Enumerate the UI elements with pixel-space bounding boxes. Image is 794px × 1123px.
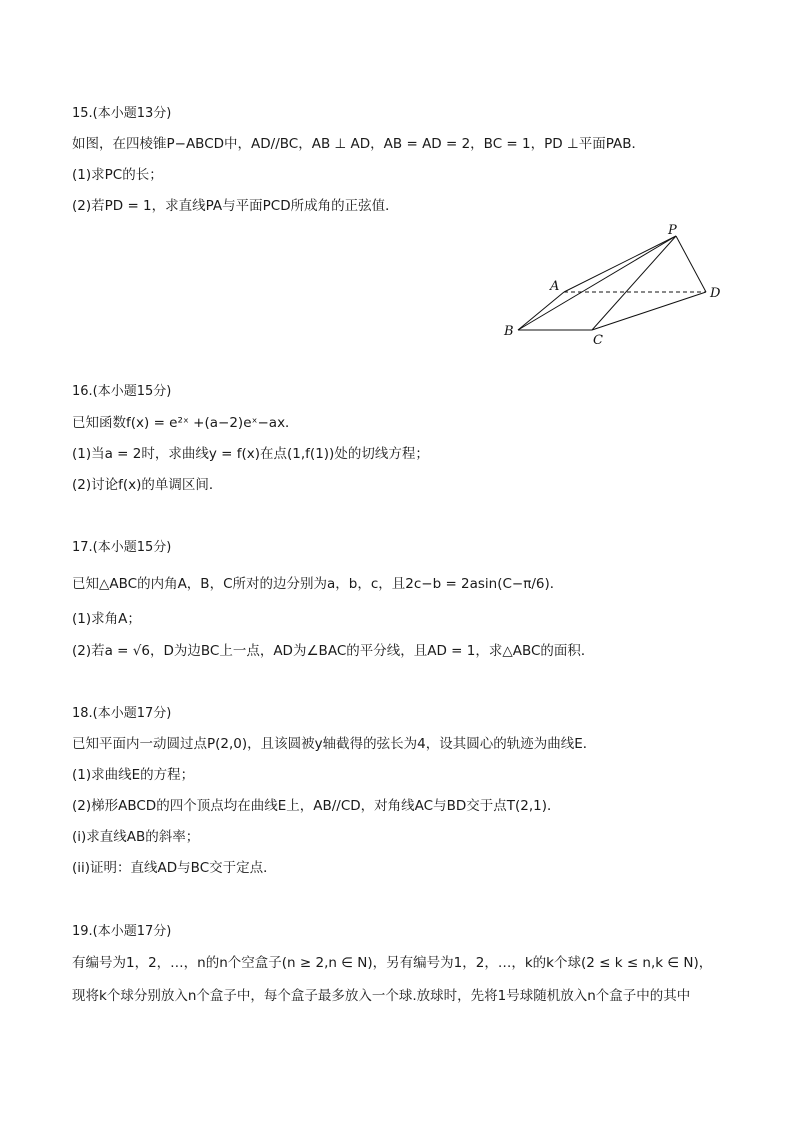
problem-15-header: 15.(本小题13分) [72,106,172,121]
problem-18-part-2-i: (i)求直线AB的斜率； [72,829,200,845]
label-P: P [668,223,677,238]
problem-18-part-2: (2)梯形ABCD的四个顶点均在曲线E上，AB//CD，对角线AC与BD交于点T(2,1)． [72,798,561,814]
problem-15-part-1: (1)求PC的长； [72,167,163,183]
problem-17-statement: 已知△ABC的内角A，B，C所对的边分别为a，b，c，且2c−b = 2asin(C−π/6)． [72,576,564,592]
problem-19-statement-line-2: 现将k个球分别放入n个盒子中，每个盒子最多放入一个球.放球时，先将1号球随机放入n个盒子中的其中 [72,988,691,1004]
problem-19-statement-line-1: 有编号为1，2，…，n的n个空盒子(n ≥ 2,n ∈ N)，另有编号为1，2，…，k的k个球(2 ≤ k ≤ n,k ∈ N)， [72,955,713,971]
problem-18-part-1: (1)求曲线E的方程； [72,767,195,783]
label-A: A [550,279,560,294]
edge-AB [518,292,564,330]
problem-15-statement: 如图，在四棱锥P−ABCD中，AD//BC，AB ⊥ AD，AB = AD = 2，BC = 1，PD ⊥平面PAB． [72,136,645,152]
label-B: B [504,324,514,339]
problem-18-part-2-ii: (ii)证明：直线AD与BC交于定点． [72,860,277,876]
problem-16-header: 16.(本小题15分) [72,384,172,399]
problem-18-header: 18.(本小题17分) [72,706,172,721]
edge-PA [564,236,676,292]
pyramid-diagram [500,222,730,347]
problem-16-part-2: (2)讨论f(x)的单调区间． [72,477,223,493]
problem-15-part-2: (2)若PD = 1，求直线PA与平面PCD所成角的正弦值． [72,198,399,214]
problem-16-statement: 已知函数f(x) = e²ˣ +(a−2)eˣ−ax． [72,415,299,431]
edge-PB [518,236,676,330]
problem-17-header: 17.(本小题15分) [72,540,172,555]
problem-18-statement: 已知平面内一动圆过点P(2,0)，且该圆被y轴截得的弦长为4，设其圆心的轨迹为曲线E． [72,736,597,752]
edge-PD [676,236,706,292]
problem-19-header: 19.(本小题17分) [72,924,172,939]
problem-17-part-1: (1)求角A； [72,611,141,627]
pyramid-figure [500,222,730,347]
label-C: C [593,333,603,348]
problem-16-part-1: (1)当a = 2时，求曲线y = f(x)在点(1,f(1))处的切线方程； [72,446,429,462]
label-D: D [710,286,721,301]
problem-17-part-2: (2)若a = √6，D为边BC上一点，AD为∠BAC的平分线，且AD = 1，求△ABC的面积． [72,643,595,659]
